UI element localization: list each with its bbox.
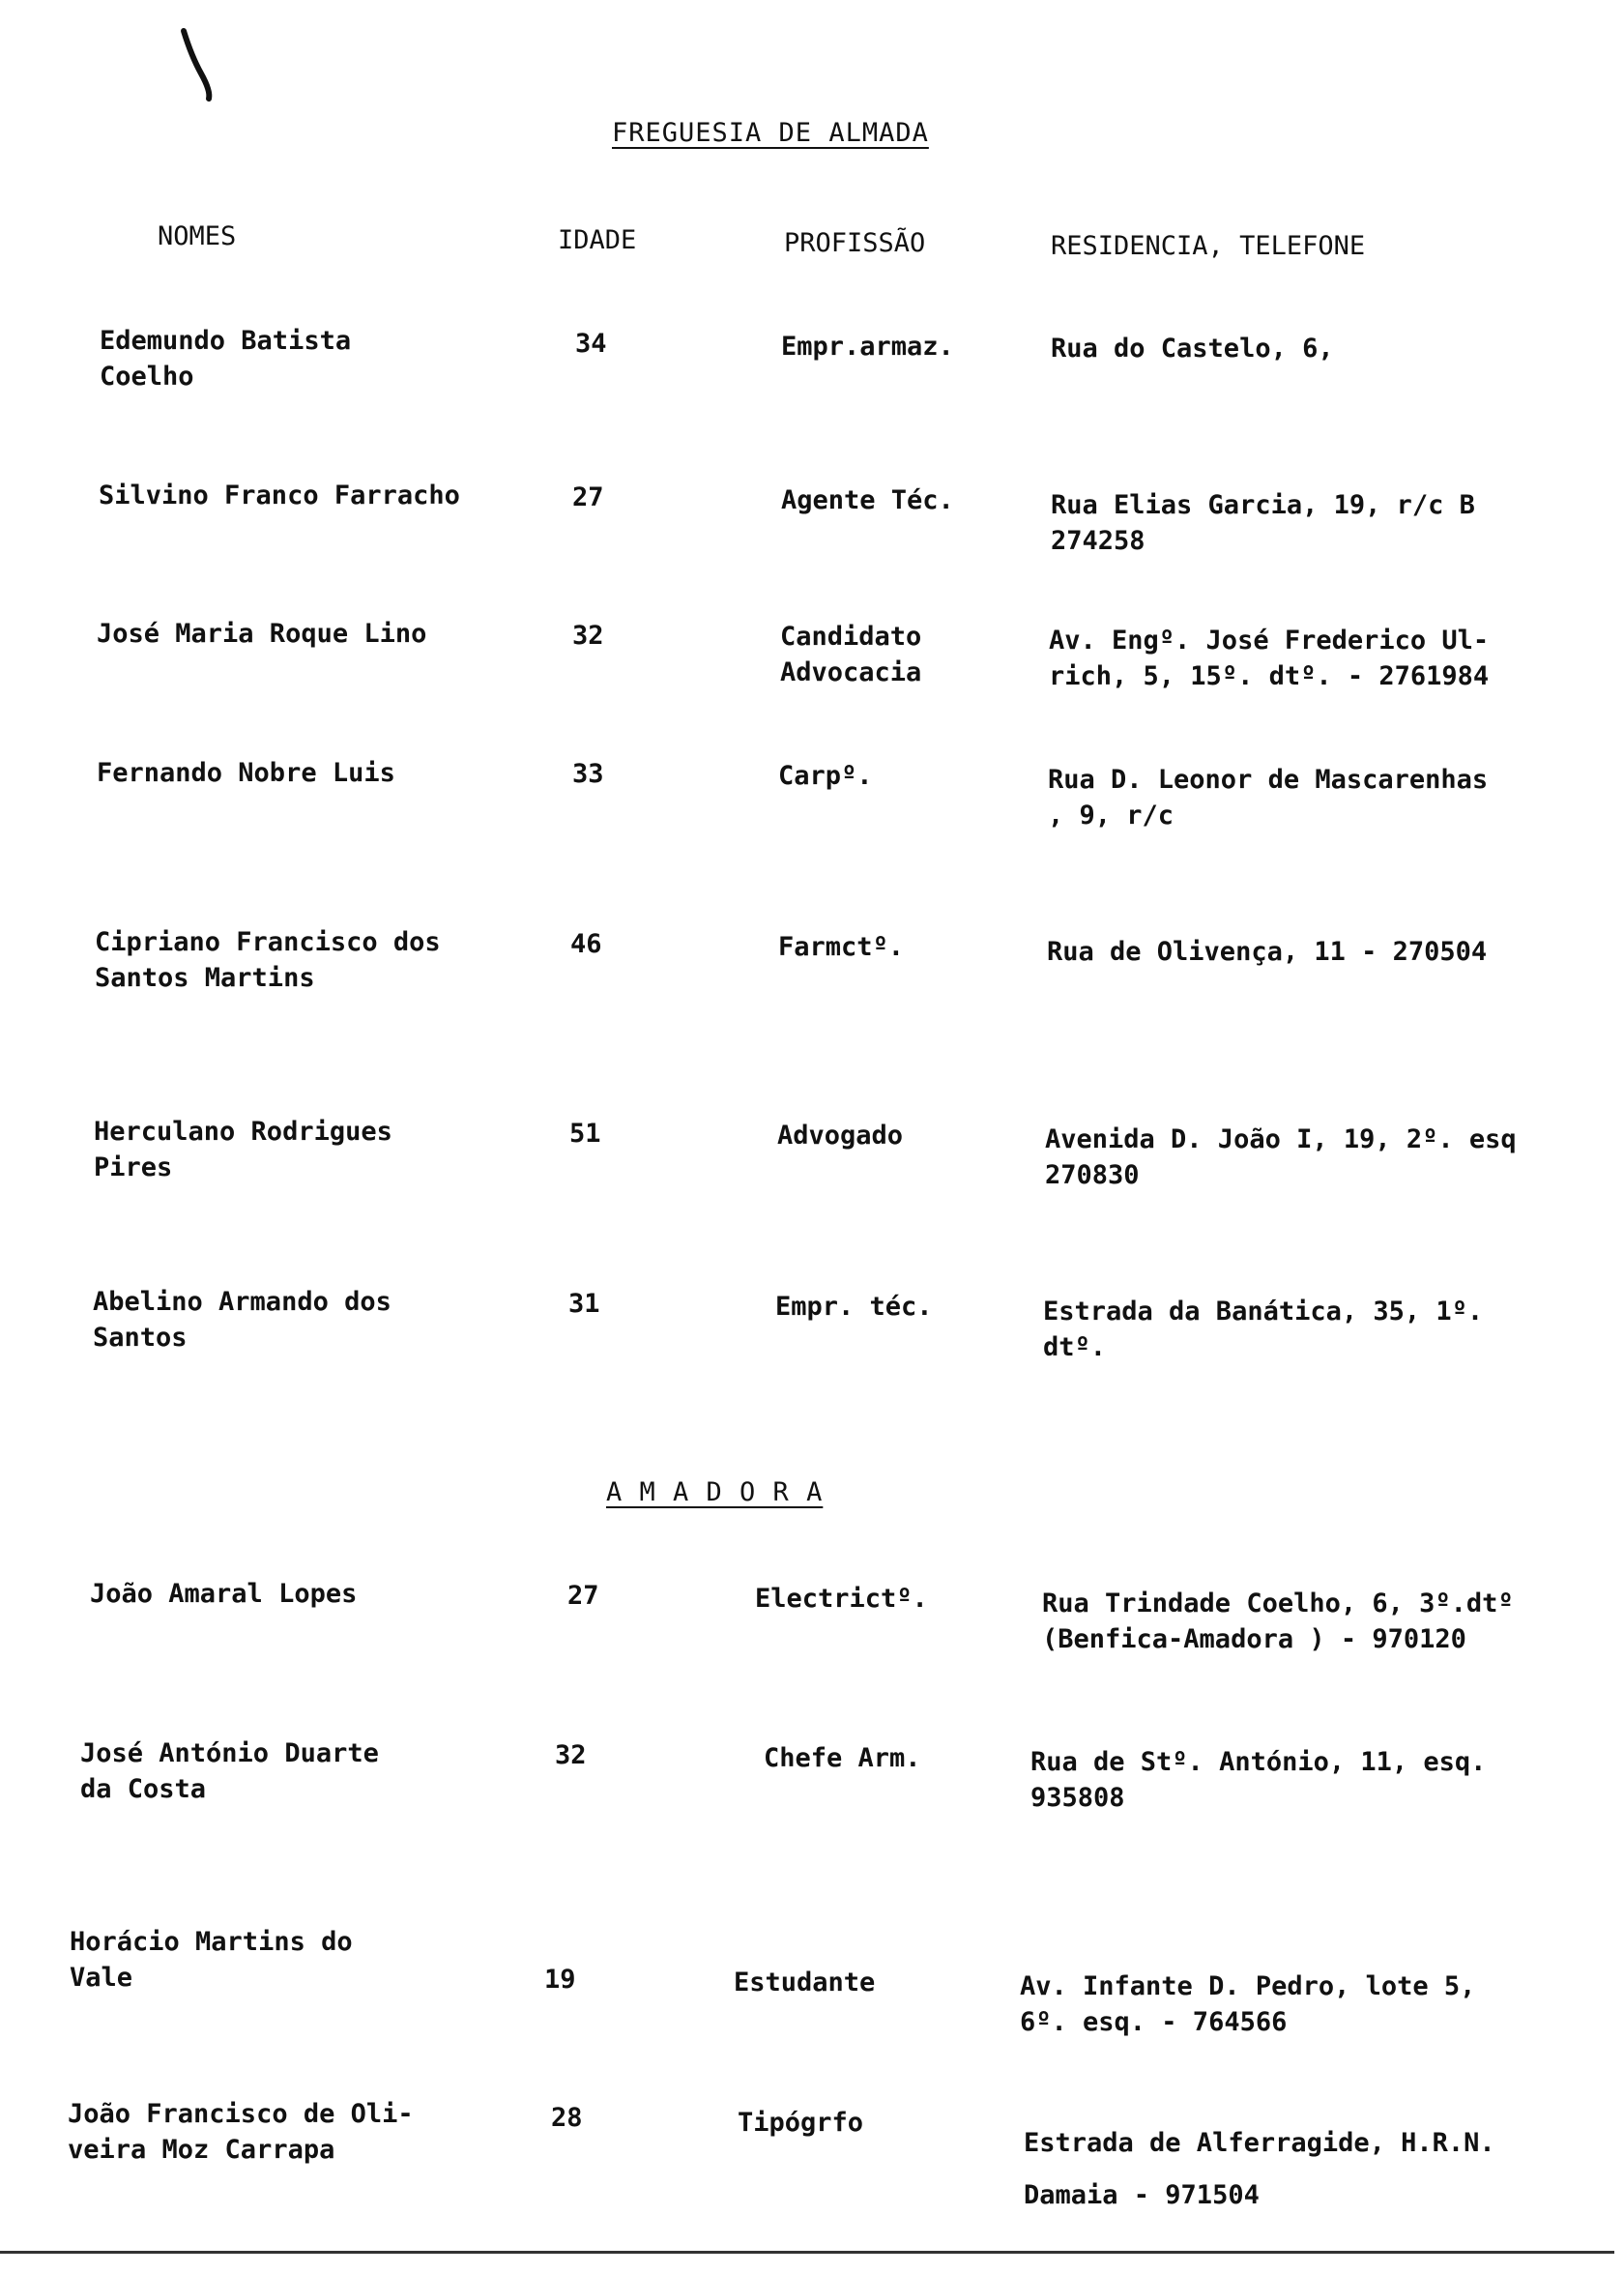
handwritten-stroke-mark: [180, 27, 218, 104]
residence-cell: Rua Elias Garcia, 19, r/c B 274258: [1051, 490, 1475, 556]
name-cell: Fernando Nobre Luis: [97, 758, 395, 788]
column-header-nomes: NOMES: [158, 221, 237, 251]
name-cell: João Amaral Lopes: [90, 1579, 358, 1609]
column-header-idade: IDADE: [558, 225, 637, 255]
residence-cell: Av. Infante D. Pedro, lote 5, 6º. esq. - 764566: [1020, 1971, 1476, 2037]
profession-cell: Agente Téc.: [781, 485, 954, 515]
section-title-almada: FREGUESIA DE ALMADA: [612, 118, 929, 148]
profession-cell: Tipógrfo: [738, 2108, 864, 2138]
residence-cell: Rua D. Leonor de Mascarenhas , 9, r/c: [1048, 765, 1489, 831]
name-cell: José Maria Roque Lino: [97, 619, 427, 649]
name-cell: Cipriano Francisco dos Santos Martins: [95, 927, 441, 993]
profession-cell: Advogado: [777, 1121, 904, 1151]
profession-cell: Empr. téc.: [775, 1292, 933, 1322]
age-cell: 27: [567, 1581, 599, 1611]
column-header-profissao: PROFISSÃO: [784, 228, 926, 258]
age-cell: 51: [569, 1119, 601, 1149]
page-bottom-edge-divider: [0, 2251, 1614, 2254]
age-cell: 34: [575, 329, 607, 359]
profession-cell: Carpº.: [778, 761, 873, 791]
residence-cell: Avenida D. João I, 19, 2º. esq 270830: [1045, 1124, 1517, 1190]
residence-cell: Rua de Stº. António, 11, esq. 935808: [1030, 1747, 1487, 1813]
profession-cell: Estudante: [734, 1968, 876, 1997]
name-cell: Silvino Franco Farracho: [99, 481, 460, 510]
residence-cell: Rua de Olivença, 11 - 270504: [1047, 937, 1488, 967]
column-header-residencia: RESIDENCIA, TELEFONE: [1051, 231, 1366, 261]
residence-cell: Rua do Castelo, 6,: [1051, 334, 1334, 364]
age-cell: 33: [572, 759, 604, 789]
profession-cell: Farmctº.: [778, 932, 905, 962]
profession-cell: Electrictº.: [755, 1584, 928, 1614]
age-cell: 31: [568, 1289, 600, 1319]
name-cell: Horácio Martins do Vale: [70, 1927, 353, 1993]
name-cell: Abelino Armando dos Santos: [93, 1287, 392, 1353]
section-title-amadora: A M A D O R A: [606, 1477, 824, 1507]
age-cell: 32: [572, 621, 604, 651]
residence-cell: Estrada de Alferragide, H.R.N. Damaia - 971504: [1024, 2128, 1495, 2210]
residence-cell: Av. Engº. José Frederico Ul- rich, 5, 15º. dtº. - 2761984: [1049, 626, 1490, 691]
profession-cell: Chefe Arm.: [764, 1743, 921, 1773]
residence-cell: Rua Trindade Coelho, 6, 3º.dtº (Benfica-Amadora ) - 970120: [1042, 1589, 1514, 1654]
residence-cell: Estrada da Banática, 35, 1º. dtº.: [1043, 1297, 1484, 1362]
name-cell: João Francisco de Oli- veira Moz Carrapa: [68, 2099, 414, 2165]
age-cell: 27: [572, 482, 604, 512]
profession-cell: Candidato Advocacia: [780, 622, 922, 687]
name-cell: Edemundo Batista Coelho: [100, 326, 352, 392]
name-cell: José António Duarte da Costa: [80, 1738, 379, 1804]
profession-cell: Empr.armaz.: [781, 332, 954, 362]
age-cell: 32: [555, 1740, 587, 1770]
age-cell: 19: [544, 1965, 576, 1995]
age-cell: 28: [551, 2103, 583, 2133]
age-cell: 46: [570, 929, 602, 959]
name-cell: Herculano Rodrigues Pires: [94, 1117, 392, 1182]
